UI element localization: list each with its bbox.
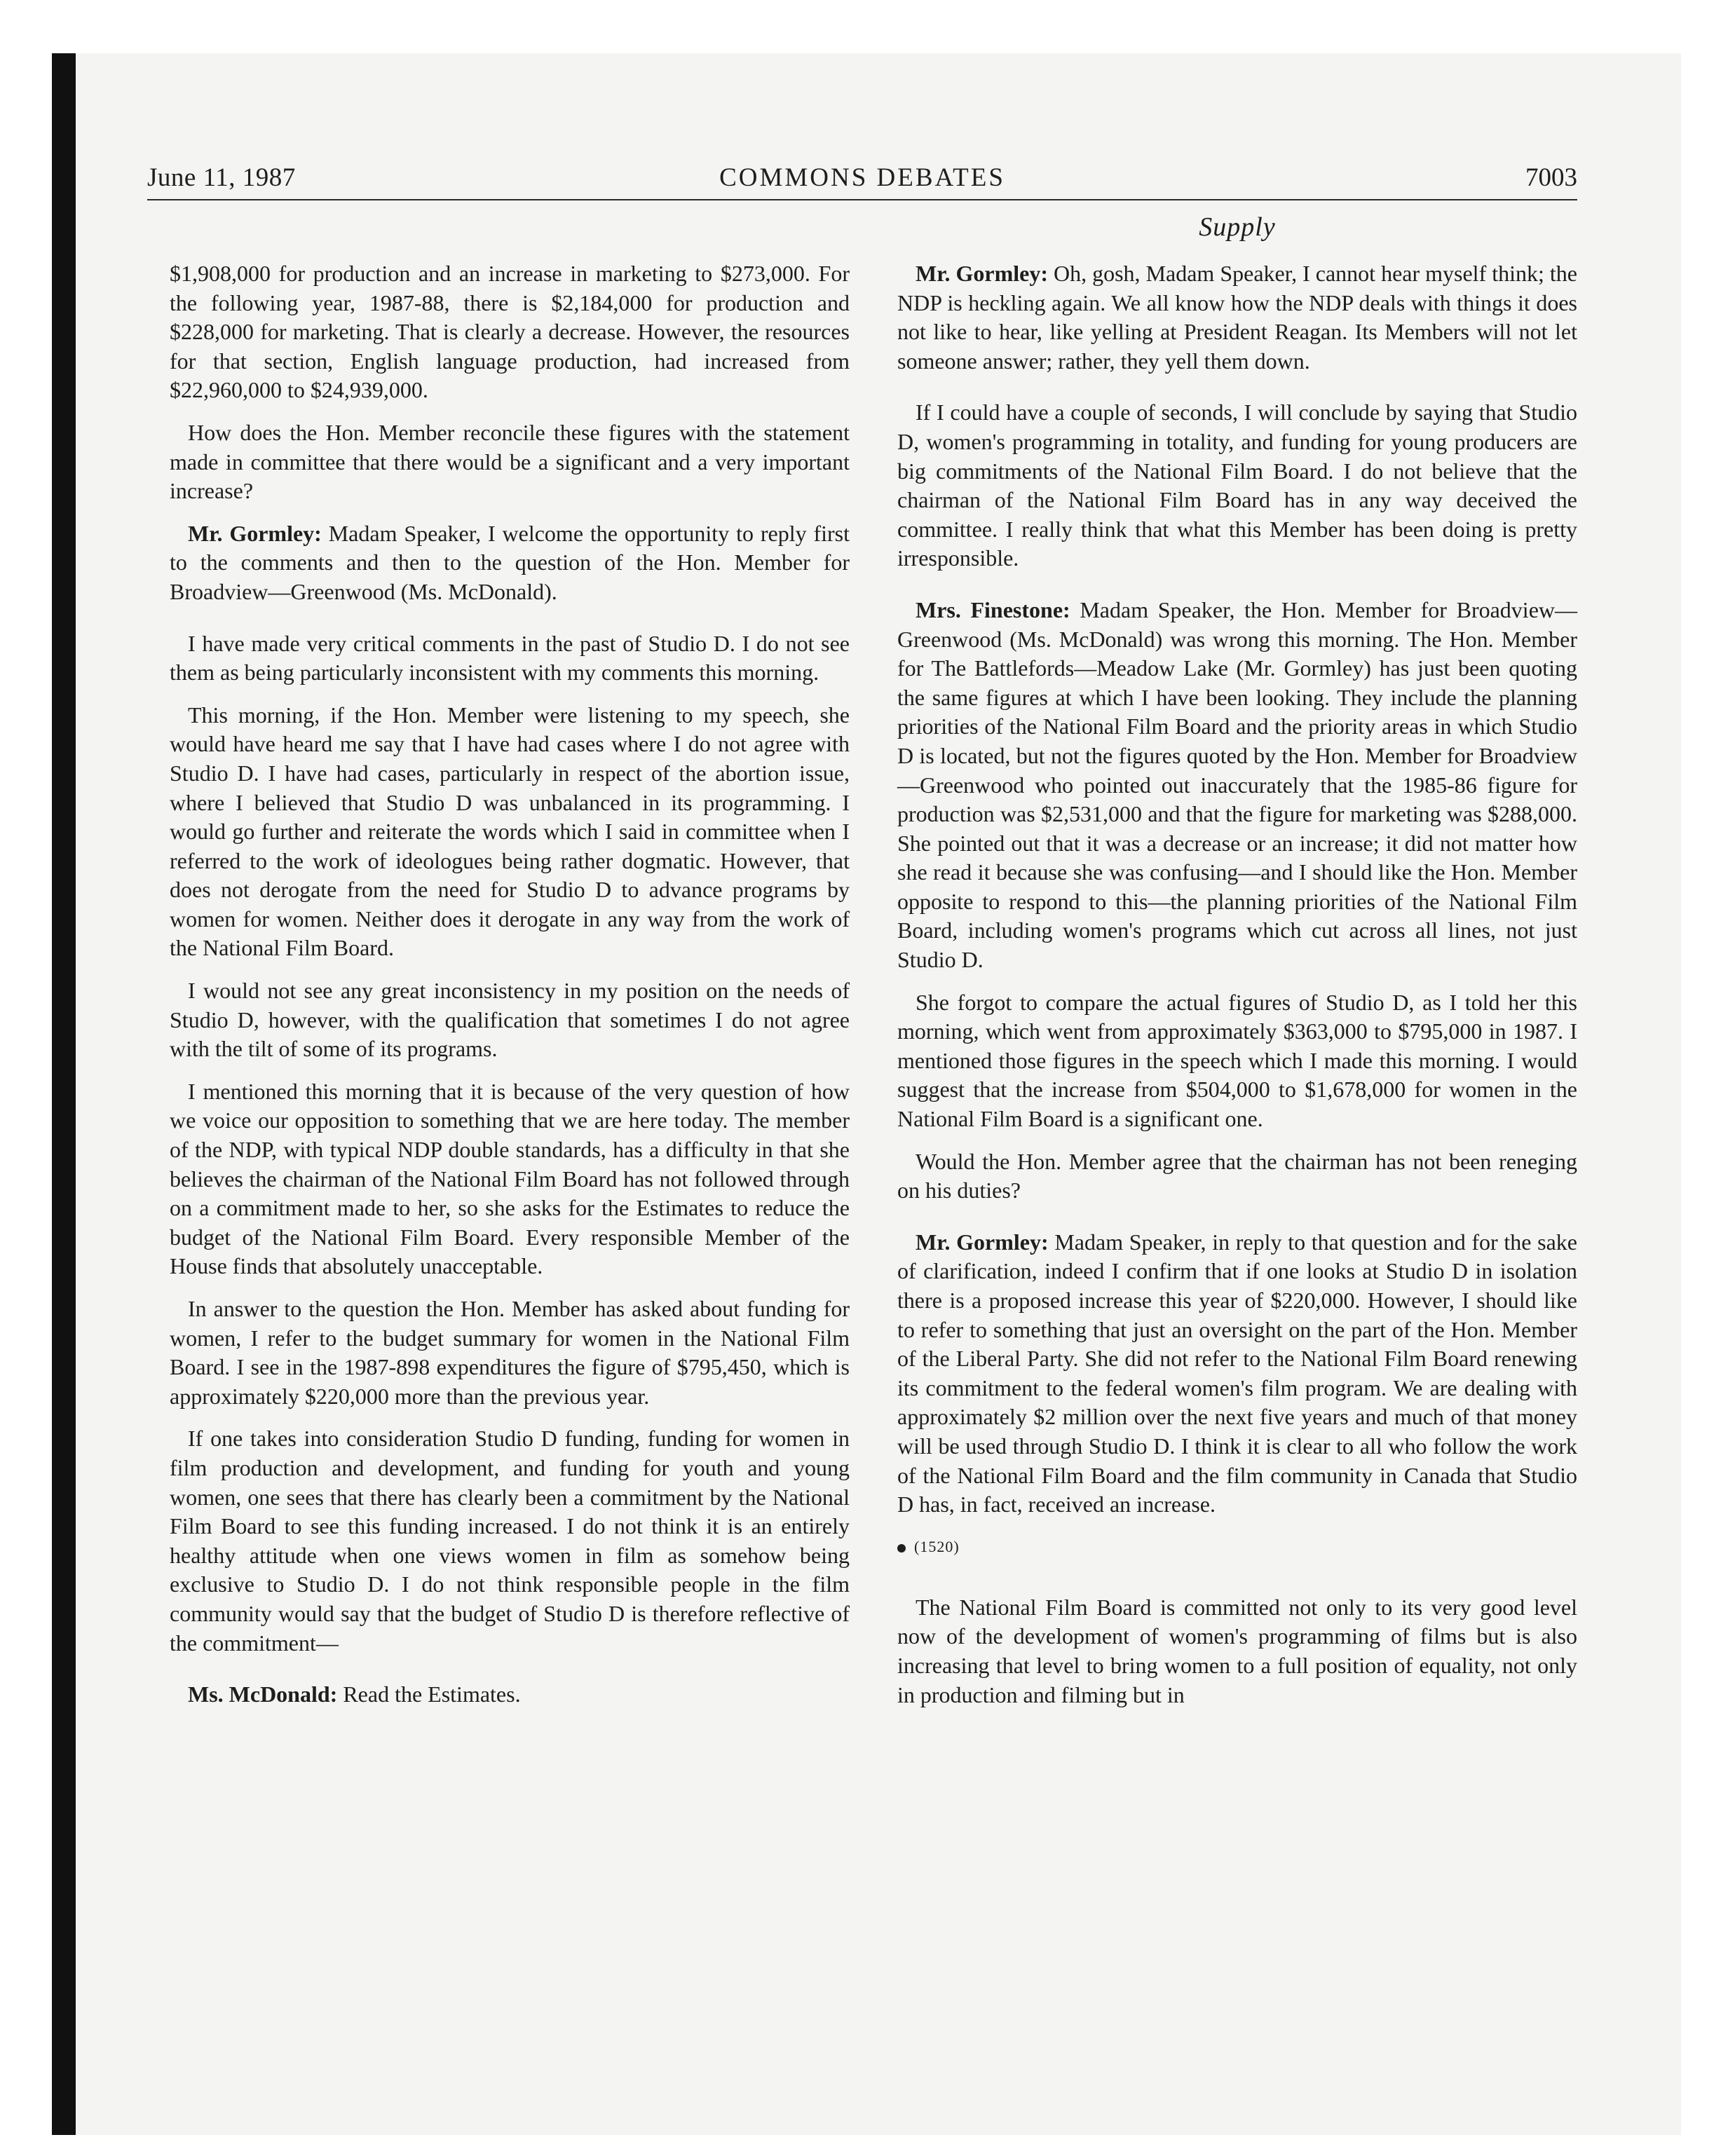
paragraph <box>897 1593 1577 1710</box>
paragraph-text: Oh, gosh, Madam Speaker, I cannot hear myself think; the NDP is heckling again. We all know how the NDP deals with things it does not like to hear, like yelling at President Reagan. Its Members will not let someone answer; rather, they yell them down. <box>897 261 1578 374</box>
paragraph <box>897 596 1577 975</box>
time-marker <box>897 1533 1577 1561</box>
header-date: June 11, 1987 <box>147 163 296 192</box>
paragraph-text: I mentioned this morning that it is because of the very question of how we voice our opposition to something that we are here today. The member of the NDP, with typical NDP double standards, has a difficulty in that she believes the chairman of the National Film Board has not followed through on a commitment made to her, so she asks for the Estimates to reduce the budget of the National Film Board. Every responsible Member of the House finds that absolutely unacceptable. <box>170 1078 850 1279</box>
paragraph <box>897 1228 1577 1520</box>
section-title: Supply <box>1199 212 1276 242</box>
speaker-name: Ms. McDonald: <box>188 1681 338 1707</box>
header-title: COMMONS DEBATES <box>719 163 1005 192</box>
paragraph <box>897 259 1577 376</box>
scan-edge <box>52 53 76 2135</box>
bullet-icon <box>897 1544 906 1553</box>
speaker-name: Mrs. Finestone: <box>916 596 1070 622</box>
paragraph <box>897 398 1577 573</box>
left-column <box>170 259 850 1723</box>
paragraph <box>170 1077 850 1281</box>
paragraph <box>170 259 850 405</box>
speaker-name: Mr. Gormley: <box>916 1229 1049 1255</box>
time-marker-text: (1520) <box>914 1537 960 1555</box>
paragraph-text: If I could have a couple of seconds, I will conclude by saying that Studio D, women's programming in totality, and funding for young producers are big commitments of the National Film Board. I do not believe that the chairman of the National Film Board has in any way deceived the committee. I really think that what this Member has been doing is pretty irresponsible. <box>897 400 1577 571</box>
paragraph <box>897 988 1577 1134</box>
paragraph-text: I have made very critical comments in the past of Studio D. I do not see them as being particularly inconsistent with my comments this morning. <box>170 630 850 685</box>
paragraph-text: In answer to the question the Hon. Member has asked about funding for women, I refer to the budget summary for women in the National Film Board. I see in the 1987-898 expenditures the figure of $795,450, which is approximately $220,000 more than the previous year. <box>170 1296 850 1409</box>
paragraph <box>170 1424 850 1658</box>
paragraph <box>897 1147 1577 1206</box>
paragraph-text: If one takes into consideration Studio D funding, funding for women in film production and development, and funding for youth and young women, one sees that there has clearly been a commitment by the National Film Board to see this funding increased. I do not think it is an entirely healthy attitude when one views women in film as somehow being exclusive to Studio D. I do not think responsible people in the film community would say that the budget of Studio D is therefore reflective of the commitment— <box>170 1426 850 1656</box>
page-header <box>147 163 1577 198</box>
paragraph-text: $1,908,000 for production and an increase in marketing to $273,000. For the following year, 1987-88, there is $2,184,000 for production and $228,000 for marketing. That is clearly a decrease. However, the resources for that section, English language production, had increased from $22,960,000 to $24,939,000. <box>170 261 850 403</box>
paragraph-text: The National Film Board is committed not only to its very good level now of the development of women's programming of films but is also increasing that level to bring women to a full position of equality, not only in production and filming but in <box>897 1594 1577 1707</box>
header-rule <box>147 199 1577 200</box>
paragraph-text: I would not see any great inconsistency in my position on the needs of Studio D, however, with the qualification that sometimes I do not agree with the tilt of some of its programs. <box>170 978 850 1062</box>
paragraph-text: Read the Estimates. <box>337 1681 521 1707</box>
paragraph <box>170 701 850 963</box>
paragraph-text: This morning, if the Hon. Member were listening to my speech, she would have heard me say that I have had cases where I do not agree with Studio D. I have had cases, particularly in respect of the abortion issue, where I believed that Studio D was unbalanced in its programming. I would go further and reiterate the words which I said in committee when I referred to the work of ideologues being rather dogmatic. However, that does not derogate from the need for Studio D to advance programs by women for women. Neither does it derogate in any way from the work of the National Film Board. <box>170 702 850 961</box>
paragraph-text: Madam Speaker, in reply to that question and for the sake of clarification, indeed I confirm that if one looks at Studio D in isolation there is a proposed increase this year of $220,000. However, I should like to refer to something that just an oversight on the part of the Hon. Member of the Liberal Party. She did not refer to the National Film Board renewing its commitment to the federal women's film program. We are dealing with approximately $2 million over the next five years and much of that money will be used through Studio D. I think it is clear to all who follow the work of the National Film Board and the film community in Canada that Studio D has, in fact, received an increase. <box>897 1229 1578 1517</box>
paragraph-text: Madam Speaker, the Hon. Member for Broadview—Greenwood (Ms. McDonald) was wrong this morning. The Hon. Member for The Battlefords—Meadow Lake (Mr. Gormley) has just been quoting the same figures at which I have been looking. They include the planning priorities of the National Film Board and the priority areas in which Studio D is located, but not the figures quoted by the Hon. Member for Broadview—Greenwood who pointed out inaccurately that the 1985-86 figure for production was $2,531,000 and that the figure for marketing was $288,000. She pointed out that it was a decrease or an increase; it did not matter how she read it because she was confusing—and I should like the Hon. Member opposite to respond to this—the planning priorities of the National Film Board, including women's programs which cut across all lines, not just Studio D. <box>897 596 1578 973</box>
paragraph <box>170 418 850 506</box>
paragraph <box>170 1680 850 1710</box>
paragraph <box>170 976 850 1064</box>
paragraph <box>170 1295 850 1411</box>
paragraph-text: How does the Hon. Member reconcile these figures with the statement made in committee that there would be a significant and a very important increase? <box>170 419 850 504</box>
paragraph-text: Madam Speaker, I welcome the opportunity to reply first to the comments and then to the question of the Hon. Member for Broadview—Greenwood (Ms. McDonald). <box>170 520 850 604</box>
paragraph-text: Would the Hon. Member agree that the chairman has not been reneging on his duties? <box>897 1148 1577 1203</box>
speaker-name: Mr. Gormley: <box>188 520 322 546</box>
right-column <box>897 259 1577 1723</box>
paragraph <box>170 519 850 607</box>
paragraph <box>170 629 850 688</box>
paragraph-text: She forgot to compare the actual figures of Studio D, as I told her this morning, which went from approximately $363,000 to $795,000 in 1987. I mentioned those figures in the speech which I made this morning. I would suggest that the increase from $504,000 to $1,678,000 for women in the National Film Board is a significant one. <box>897 989 1577 1132</box>
speaker-name: Mr. Gormley: <box>916 261 1048 286</box>
header-page-number: 7003 <box>1525 163 1577 192</box>
